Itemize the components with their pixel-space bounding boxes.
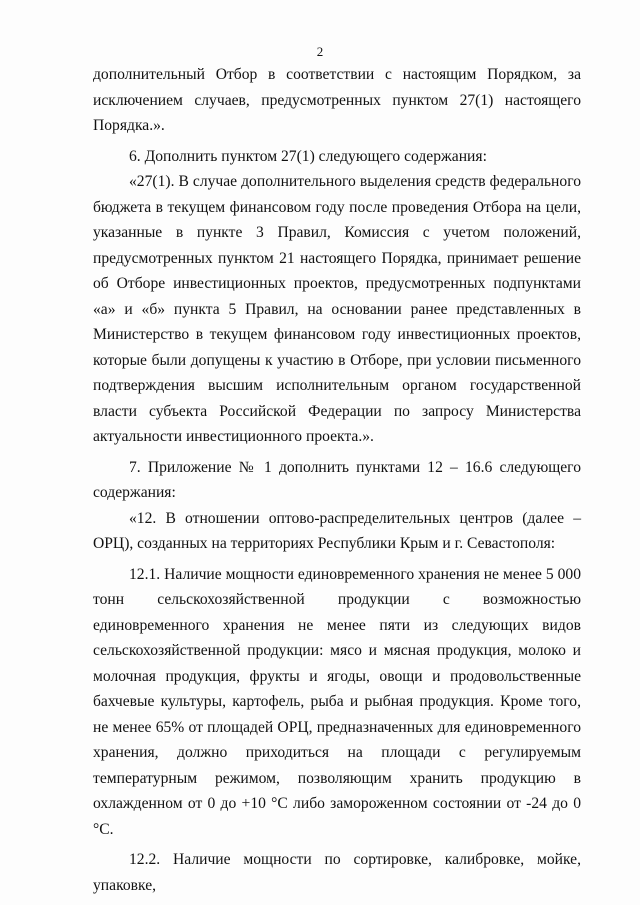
paragraph-clause-12-2: 12.2. Наличие мощности по сортировке, калибровке, мойке, упаковке, — [93, 851, 581, 894]
document-body — [93, 62, 581, 898]
paragraph-clause-12-1: 12.1. Наличие мощности единовременного хранения не менее 5 000 тонн сельскохозяйственной продукции с возможностью единовременного хранения не менее пяти из следующих видов сельскохозяйственной продукции: мясо и мясная продукция, молоко и молочная продукция, фрукты и ягоды, овощи и продовольственные бахчевые культуры, картофель, рыба и рыбная продукция. Кроме того, не менее 65% от площадей ОРЦ, предназначенных для единовременного хранения, должно приходиться на площади с регулируемым температурным режимом, позволяющим хранить продукцию в охлажденном от 0 до +10 °С либо замороженном состоянии от -24 до 0 °С. — [93, 565, 581, 838]
paragraph-clause-12: «12. В отношении оптово-распределительных центров (далее – ОРЦ), созданных на территориях Республики Крым и г. Севастополя: — [93, 509, 581, 552]
page-number: 2 — [316, 44, 324, 59]
paragraph-item-6: 6. Дополнить пунктом 27(1) следующего содержания: — [129, 147, 487, 165]
paragraph-clause-27-1: «27(1). В случае дополнительного выделения средств федерального бюджета в текущем финансовом году после проведения Отбора на цели, указанные в пункте 3 Правил, Комиссия с учетом положений, предусмотренных пунктом 21 настоящего Порядка, принимает решение об Отборе инвестиционных проектов, предусмотренных подпунктами «а» и «б» пункта 5 Правил, на основании ранее представленных в Министерство в текущем финансовом году инвестиционных проектов, которые были допущены к участию в Отборе, при условии письменного подтверждения высшим исполнительным органом государственной власти субъекта Российской Федерации по запросу Министерства актуальности инвестиционного проекта.». — [93, 173, 581, 445]
paragraph-continuation: дополнительный Отбор в соответствии с настоящим Порядком, за исключением случаев, предусмотренных пунктом 27(1) настоящего Порядка.». — [93, 66, 581, 134]
paragraph-item-7: 7. Приложение № 1 дополнить пунктами 12 – 16.6 следующего содержания: — [93, 458, 581, 501]
